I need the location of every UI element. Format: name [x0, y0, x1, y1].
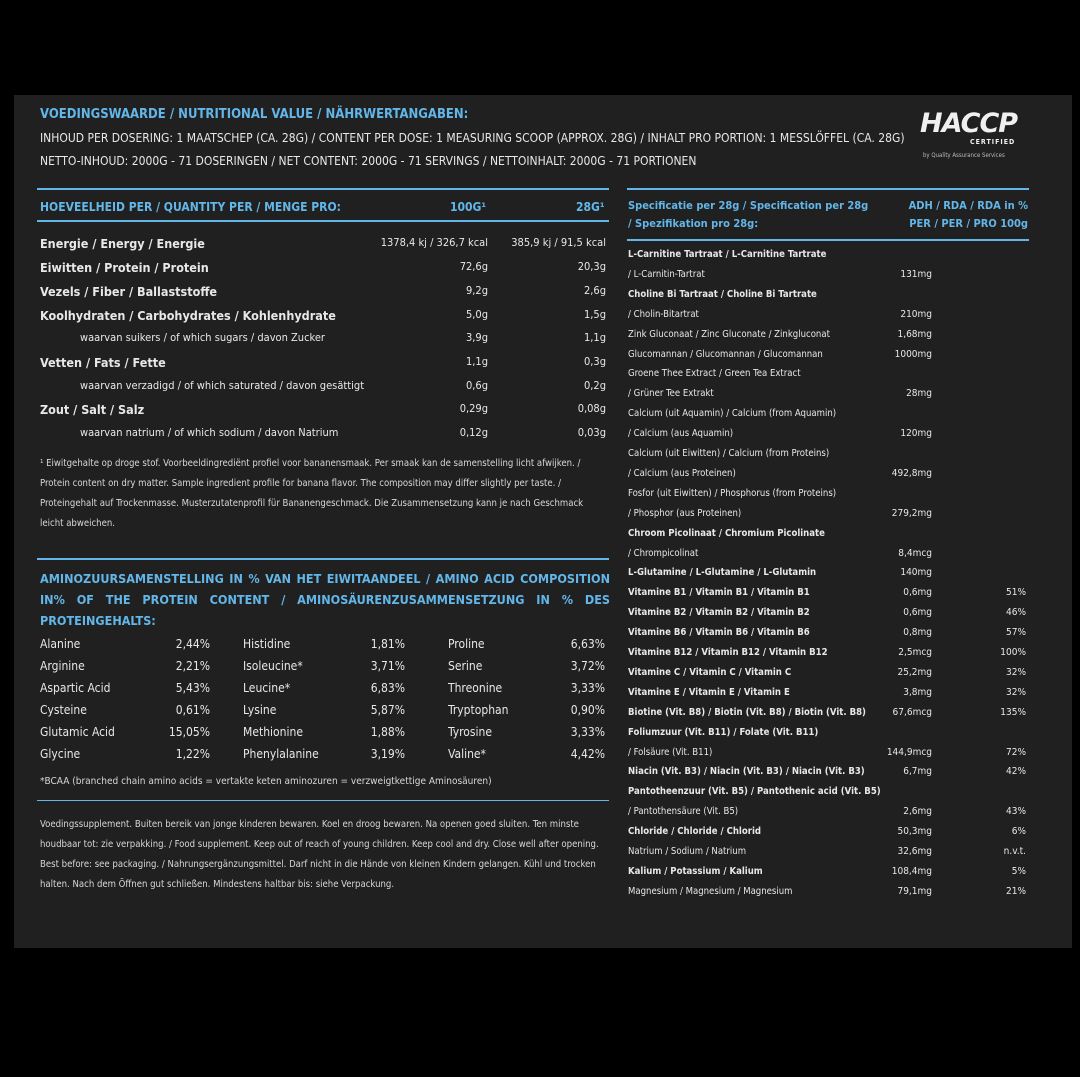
bcaa-note: *BCAA (branched chain amino acids = vertakte keten aminozuren = verzweigtkettige Aminosäuren) [40, 776, 492, 787]
spec-row-amount: 210mg [900, 309, 932, 320]
spec-row-rda: 32% [1006, 687, 1026, 698]
nutrition-row-100g: 1,1g [465, 355, 488, 368]
spec-row-label: Biotine (Vit. B8) / Biotin (Vit. B8) / Biotin (Vit. B8) [628, 707, 866, 718]
spec-row-rda: 100% [1000, 647, 1026, 658]
spec-row-label: Vitamine E / Vitamin E / Vitamin E [628, 687, 790, 698]
spec-row-label: Calcium (uit Aquamin) / Calcium (from Aquamin) [628, 408, 837, 419]
amino-acid-name: Leucine* [243, 681, 291, 695]
amino-acid-value: 1,22% [175, 747, 210, 761]
amino-acid-value: 5,87% [370, 703, 405, 717]
amino-acid-value: 3,19% [370, 747, 405, 761]
nutrition-row-100g: 0,12g [459, 426, 488, 439]
spec-header-line1: Specificatie per 28g / Specification per 28g [628, 199, 869, 212]
spec-row-rda: 6% [1011, 826, 1026, 837]
nutrition-row-label: Vetten / Fats / Fette [40, 355, 166, 370]
amino-top-rule [37, 558, 609, 560]
nutrition-row-100g: 1378,4 kj / 326,7 kcal [380, 236, 488, 249]
amino-acid-name: Serine [448, 659, 483, 673]
spec-row-rda: 46% [1006, 607, 1026, 618]
nutrition-row-28g: 20,3g [577, 260, 606, 273]
haccp-byline: by Quality Assurance Services [923, 152, 1005, 159]
amino-acid-value: 2,21% [175, 659, 210, 673]
spec-row-label: / Grüner Tee Extrakt [628, 388, 714, 399]
nutrition-row-100g: 5,0g [465, 308, 488, 321]
amino-acid-name: Alanine [40, 637, 81, 651]
nutrition-row-100g: 3,9g [465, 331, 488, 344]
spec-row-amount: 1000mg [894, 349, 932, 360]
haccp-certified-text: CERTIFIED [970, 138, 1016, 146]
spec-header-rule [627, 239, 1029, 241]
spec-row-amount: 492,8mg [891, 468, 932, 479]
nutrition-row-label: waarvan natrium / of which sodium / davon Natrium [80, 426, 339, 439]
amino-acid-value: 0,61% [175, 703, 210, 717]
spec-header-line2: / Spezifikation pro 28g: [628, 217, 759, 230]
spec-row-rda: 57% [1006, 627, 1026, 638]
nutrition-row-100g: 0,29g [459, 402, 488, 415]
label-title: VOEDINGSWAARDE / NUTRITIONAL VALUE / NÄHRWERTANGABEN: [40, 107, 469, 122]
amino-acid-name: Glycine [40, 747, 81, 761]
spec-row-label: Choline Bi Tartraat / Choline Bi Tartrate [628, 289, 817, 300]
spec-row-label: Vitamine B1 / Vitamin B1 / Vitamin B1 [628, 587, 810, 598]
amino-acid-name: Glutamic Acid [40, 725, 115, 739]
spec-row-label: Calcium (uit Eiwitten) / Calcium (from Proteins) [628, 448, 830, 459]
amino-acid-value: 1,88% [370, 725, 405, 739]
per-100g-header: 100G¹ [450, 200, 487, 214]
amino-acid-name: Isoleucine* [243, 659, 303, 673]
spec-row-label: / Calcium (aus Aquamin) [628, 428, 734, 439]
nutrition-header-rule [37, 220, 609, 222]
spec-row-amount: 120mg [900, 428, 932, 439]
amino-acid-name: Histidine [243, 637, 291, 651]
spec-row-rda: 43% [1006, 806, 1026, 817]
nutrition-row-28g: 2,6g [583, 284, 606, 297]
spec-row-amount: 1,68mg [897, 329, 932, 340]
spec-row-amount: 79,1mg [897, 886, 932, 897]
spec-row-amount: 279,2mg [891, 508, 932, 519]
spec-row-amount: 6,7mg [903, 766, 932, 777]
spec-row-amount: 0,8mg [903, 627, 932, 638]
amino-acid-name: Tryptophan [448, 703, 509, 717]
spec-row-amount: 8,4mcg [898, 548, 932, 559]
spec-row-label: / Chrompicolinat [628, 548, 699, 559]
spec-row-label: / Cholin-Bitartrat [628, 309, 699, 320]
amino-acid-name: Valine* [448, 747, 486, 761]
spec-row-label: / Calcium (aus Proteinen) [628, 468, 736, 479]
amino-acid-value: 1,81% [370, 637, 405, 651]
amino-acid-name: Threonine [448, 681, 503, 695]
nutrition-row-100g: 9,2g [465, 284, 488, 297]
spec-row-rda: 32% [1006, 667, 1026, 678]
nutrition-row-label: waarvan suikers / of which sugars / davon Zucker [80, 331, 326, 344]
spec-row-label: L-Glutamine / L-Glutamine / L-Glutamin [628, 567, 817, 578]
spec-row-label: Kalium / Potassium / Kalium [628, 866, 763, 877]
quantity-per-header: HOEVEELHEID PER / QUANTITY PER / MENGE PRO: [40, 200, 341, 214]
haccp-logo-text: HACCP [920, 108, 1018, 139]
spec-row-label: Chroom Picolinaat / Chromium Picolinate [628, 528, 825, 539]
spec-row-label: / Phosphor (aus Proteinen) [628, 508, 742, 519]
spec-row-amount: 2,5mcg [898, 647, 932, 658]
amino-acid-name: Lysine [243, 703, 277, 717]
spec-row-rda: 42% [1006, 766, 1026, 777]
spec-row-amount: 144,9mcg [886, 747, 932, 758]
spec-row-label: Vitamine B2 / Vitamin B2 / Vitamin B2 [628, 607, 810, 618]
spec-row-amount: 25,2mg [897, 667, 932, 678]
nutrition-row-label: Koolhydraten / Carbohydrates / Kohlenhydrate [40, 308, 336, 323]
spec-row-rda: 5% [1011, 866, 1026, 877]
amino-acid-value: 6,63% [570, 637, 605, 651]
haccp-logo [920, 108, 1040, 163]
amino-acid-value: 3,71% [370, 659, 405, 673]
nutrition-row-28g: 0,03g [577, 426, 606, 439]
net-content-info: NETTO-INHOUD: 2000G - 71 DOSERINGEN / NET CONTENT: 2000G - 71 SERVINGS / NETTOINHALT: 2000G - 71 PORTIONEN [40, 154, 697, 168]
spec-row-amount: 108,4mg [891, 866, 932, 877]
spec-row-amount: 28mg [906, 388, 932, 399]
spec-row-amount: 3,8mg [903, 687, 932, 698]
spec-row-label: L-Carnitine Tartraat / L-Carnitine Tartrate [628, 249, 827, 260]
spec-row-label: Vitamine C / Vitamin C / Vitamin C [628, 667, 792, 678]
amino-acid-value: 3,33% [570, 725, 605, 739]
storage-note: Voedingssupplement. Buiten bereik van jonge kinderen bewaren. Koel en droog bewaren. Na openen goed sluiten. Ten minste houdbaar tot: zie verpakking. / Food supplement. Keep out of reach of young children. Keep cool and dry. Close well after opening. Best before: see packaging. / Nahrungsergänzungsmittel. Darf nicht in die Hände von kleinen Kindern gelangen. Kühl und trocken halten. Nach dem Öffnen gut schließen. Mindestens haltbar bis: siehe Verpackung. [40, 819, 599, 890]
spec-row-rda: 135% [1000, 707, 1026, 718]
amino-acid-value: 3,72% [570, 659, 605, 673]
spec-row-label: Niacin (Vit. B3) / Niacin (Vit. B3) / Niacin (Vit. B3) [628, 766, 865, 777]
rda-header-line2: PER / PER / PRO 100g [909, 217, 1028, 230]
nutrition-row-28g: 385,9 kj / 91,5 kcal [511, 236, 606, 249]
amino-acid-value: 3,33% [570, 681, 605, 695]
spec-top-rule [627, 188, 1029, 190]
spec-row-label: Groene Thee Extract / Green Tea Extract [628, 368, 801, 379]
spec-row-amount: 140mg [900, 567, 932, 578]
nutrition-top-rule [37, 188, 609, 190]
nutrition-row-label: Energie / Energy / Energie [40, 236, 205, 251]
spec-row-rda: n.v.t. [1003, 846, 1026, 857]
spec-row-rda: 21% [1006, 886, 1026, 897]
nutrition-row-label: waarvan verzadigd / of which saturated / davon gesättigt [80, 379, 365, 392]
spec-row-label: Chloride / Chloride / Chlorid [628, 826, 761, 837]
amino-acid-value: 5,43% [175, 681, 210, 695]
amino-acid-value: 6,83% [370, 681, 405, 695]
amino-acid-name: Cysteine [40, 703, 87, 717]
per-28g-header: 28G¹ [576, 200, 605, 214]
amino-acid-value: 15,05% [168, 725, 210, 739]
spec-row-label: Magnesium / Magnesium / Magnesium [628, 886, 793, 897]
amino-acid-name: Methionine [243, 725, 303, 739]
spec-row-label: Pantotheenzuur (Vit. B5) / Pantothenic acid (Vit. B5) [628, 786, 881, 797]
amino-acid-value: 4,42% [570, 747, 605, 761]
spec-row-amount: 67,6mcg [892, 707, 932, 718]
amino-section-title: AMINOZUURSAMENSTELLING IN % VAN HET EIWITAANDEEL / AMINO ACID COMPOSITION IN% OF THE PROTEIN CONTENT / AMINOSÄURENZUSAMMENSETZUNG IN % DES PROTEINGEHALTS: [40, 571, 610, 628]
amino-acid-name: Arginine [40, 659, 85, 673]
nutrition-row-100g: 0,6g [465, 379, 488, 392]
spec-row-label: Glucomannan / Glucomannan / Glucomannan [628, 349, 823, 360]
spec-row-label: Zink Gluconaat / Zinc Gluconate / Zinkgluconat [628, 329, 830, 340]
amino-acid-name: Phenylalanine [243, 747, 319, 761]
spec-row-amount: 0,6mg [903, 607, 932, 618]
amino-acid-value: 0,90% [570, 703, 605, 717]
spec-row-rda: 51% [1006, 587, 1026, 598]
dose-info: INHOUD PER DOSERING: 1 MAATSCHEP (CA. 28G) / CONTENT PER DOSE: 1 MEASURING SCOOP (APPROX. 28G) / INHALT PRO PORTION: 1 MESSLÖFFEL (CA. 28G) [40, 131, 905, 145]
nutrition-row-28g: 1,1g [583, 331, 606, 344]
spec-row-amount: 0,6mg [903, 587, 932, 598]
spec-row-label: Natrium / Sodium / Natrium [628, 846, 747, 857]
spec-row-amount: 50,3mg [897, 826, 932, 837]
amino-bottom-rule [37, 800, 609, 801]
spec-row-amount: 2,6mg [903, 806, 932, 817]
spec-row-label: / Folsäure (Vit. B11) [628, 747, 713, 758]
nutrition-row-28g: 0,08g [577, 402, 606, 415]
nutrition-row-label: Zout / Salt / Salz [40, 402, 145, 417]
nutrition-row-28g: 0,3g [583, 355, 606, 368]
amino-acid-value: 2,44% [175, 637, 210, 651]
nutrition-row-28g: 1,5g [583, 308, 606, 321]
spec-row-label: Fosfor (uit Eiwitten) / Phosphorus (from Proteins) [628, 488, 837, 499]
nutrition-row-label: Vezels / Fiber / Ballaststoffe [40, 284, 218, 299]
spec-row-amount: 131mg [900, 269, 932, 280]
spec-row-label: Vitamine B6 / Vitamin B6 / Vitamin B6 [628, 627, 810, 638]
amino-acid-name: Proline [448, 637, 485, 651]
amino-acid-name: Tyrosine [448, 725, 492, 739]
spec-row-amount: 32,6mg [897, 846, 932, 857]
rda-header-line1: ADH / RDA / RDA in % [908, 199, 1028, 212]
nutrition-row-100g: 72,6g [459, 260, 488, 273]
amino-acid-name: Aspartic Acid [40, 681, 111, 695]
nutrition-footnote: ¹ Eiwitgehalte op droge stof. Voorbeeldingrediënt profiel voor bananensmaak. Per smaak kan de samenstelling licht afwijken. / Protein content on dry matter. Sample ingredient profile for banana flavor. The composition may differ slightly per taste. / Proteingehalt auf Trockenmasse. Musterzutatenprofil für Bananengeschmack. Die Zusammensetzung kann je nach Geschmack leicht abweichen. [40, 458, 584, 529]
spec-row-label: Foliumzuur (Vit. B11) / Folate (Vit. B11) [628, 727, 819, 738]
spec-row-label: / L-Carnitin-Tartrat [628, 269, 705, 280]
spec-row-rda: 72% [1006, 747, 1026, 758]
spec-row-label: Vitamine B12 / Vitamin B12 / Vitamin B12 [628, 647, 828, 658]
nutrition-row-label: Eiwitten / Protein / Protein [40, 260, 209, 275]
spec-row-label: / Pantothensäure (Vit. B5) [628, 806, 739, 817]
nutrition-row-28g: 0,2g [583, 379, 606, 392]
